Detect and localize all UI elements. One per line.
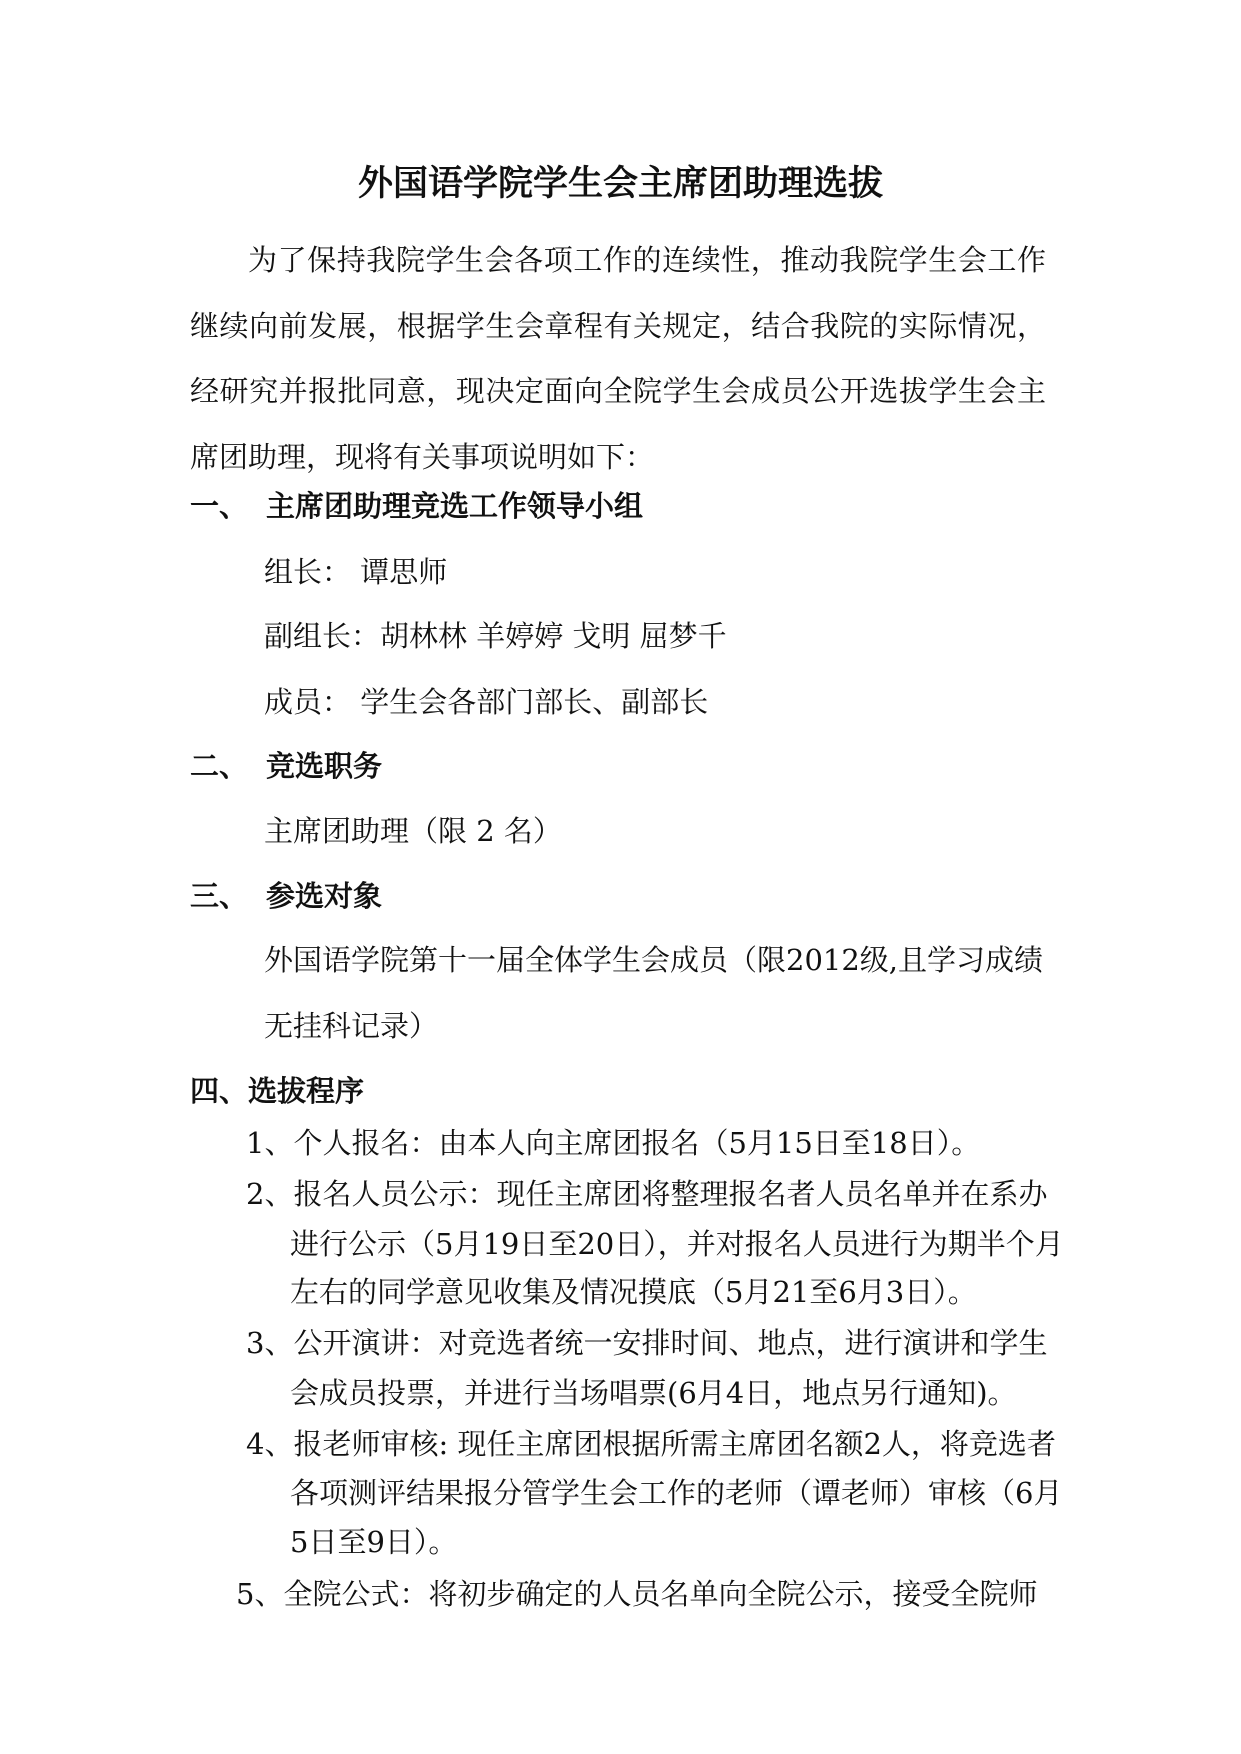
- section-2-title: 竞选职务: [266, 749, 383, 783]
- step-5-line-1: 5、全院公式：将初步确定的人员名单向全院公示，接受全院师: [236, 1577, 1038, 1611]
- eligibility-line-1: 外国语学院第十一届全体学生会成员（限2012级,且学习成绩: [264, 943, 1044, 977]
- step-4-line-2: 各项测评结果报分管学生会工作的老师（谭老师）审核（6月: [290, 1476, 1063, 1510]
- step-2-line-3: 左右的同学意见收集及情况摸底（5月21至6月3日）。: [290, 1275, 977, 1309]
- step-1: 1、个人报名：由本人向主席团报名（5月15日至18日）。: [246, 1126, 981, 1160]
- step-3-line-1: 3、公开演讲：对竞选者统一安排时间、地点，进行演讲和学生: [246, 1326, 1048, 1360]
- section-3-heading: [190, 880, 382, 912]
- intro-paragraph: 为了保持我院学生会各项工作的连续性，推动我院学生会工作继续向前发展，根据学生会章程有关规定，结合我院的实际情况，经研究并报批同意，现决定面向全院学生会成员公开选拔学生会主席团助理，现将有关事项说明如下：: [190, 243, 1046, 474]
- step-2-line-2: 进行公示（5月19日至20日），并对报名人员进行为期半个月: [290, 1227, 1064, 1261]
- section-4-heading: 四、选拔程序: [190, 1074, 365, 1108]
- section-3-title: 参选对象: [266, 879, 383, 913]
- deputy-line: 副组长：胡林林 羊婷婷 戈明 屈梦千: [264, 619, 727, 653]
- leader-line: 组长： 谭思师: [264, 555, 448, 589]
- step-2-line-1: 2、报名人员公示：现任主席团将整理报名者人员名单并在系办: [246, 1177, 1048, 1211]
- section-1-number: 一、: [190, 489, 249, 523]
- position-line: 主席团助理（限 2 名）: [264, 814, 562, 848]
- section-2-heading: [190, 750, 382, 782]
- step-3-line-2: 会成员投票，并进行当场唱票(6月4日，地点另行通知)。: [290, 1376, 1017, 1410]
- document-title: 外国语学院学生会主席团助理选拔: [357, 163, 883, 204]
- section-2-number: 二、: [190, 749, 249, 783]
- section-1-heading: [190, 490, 643, 522]
- members-line: 成员： 学生会各部门部长、副部长: [264, 685, 709, 719]
- eligibility-line-2: 无挂科记录）: [264, 1009, 439, 1043]
- section-3-number: 三、: [190, 879, 249, 913]
- step-4-line-3: 5日至9日）。: [290, 1525, 458, 1559]
- step-4-line-1: 4、报老师审核: 现任主席团根据所需主席团名额2人，将竞选者: [246, 1427, 1056, 1461]
- section-1-title: 主席团助理竞选工作领导小组: [266, 489, 644, 523]
